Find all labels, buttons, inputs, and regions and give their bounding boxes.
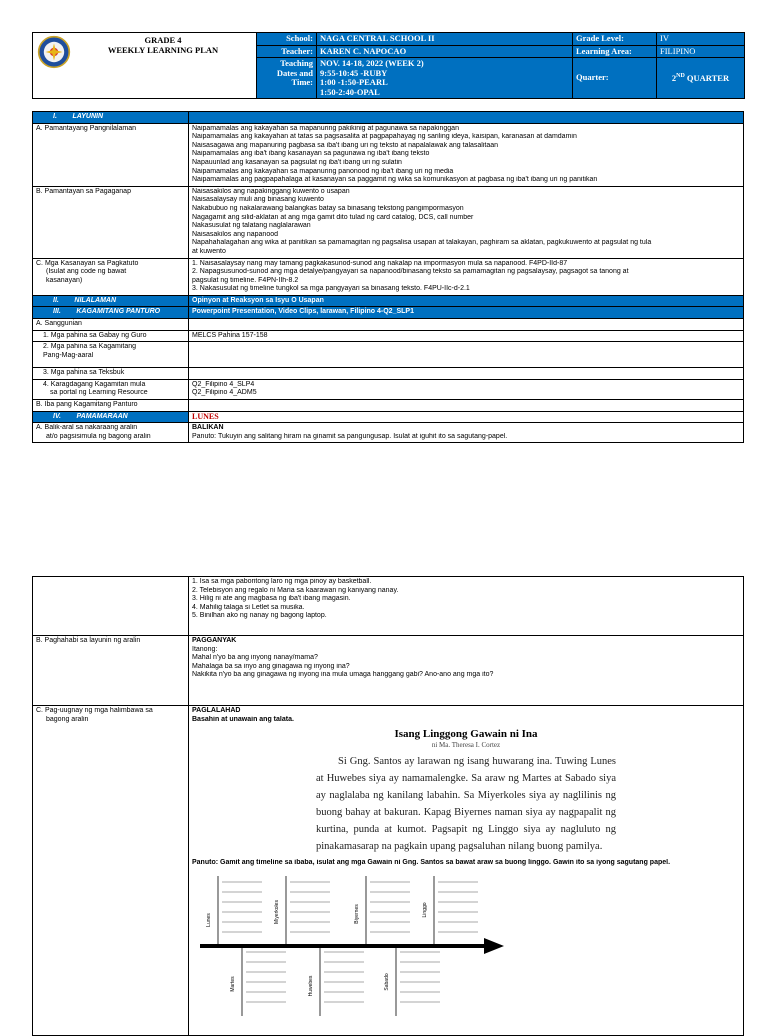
list-item: 4. Mahilig talaga si Letlet sa musika. bbox=[192, 603, 305, 611]
kagamitang-value bbox=[189, 342, 744, 368]
teacher-value: KAREN C. NAPOCAO bbox=[317, 45, 573, 58]
timeline-day-label: Huwebes bbox=[308, 975, 314, 997]
grade-level-value: IV bbox=[657, 33, 745, 46]
area-value: FILIPINO bbox=[657, 45, 745, 58]
paghahabi-value bbox=[189, 636, 744, 706]
plan-title: WEEKLY LEARNING PLAN bbox=[107, 44, 219, 55]
pagaganap-value bbox=[189, 186, 744, 258]
dates-label: Teaching Dates and Time: bbox=[257, 58, 317, 99]
quarter-value: 2ND QUARTER bbox=[657, 58, 745, 99]
text-line: Q2_Filipino 4_ADM5 bbox=[192, 389, 257, 397]
pag-uugnay-label bbox=[33, 706, 189, 1036]
text-line: PAGLALAHAD bbox=[192, 707, 241, 714]
section-title: PAMAMARAAN bbox=[76, 412, 128, 420]
timeline-diagram bbox=[200, 876, 510, 1016]
school-value: NAGA CENTRAL SCHOOL II bbox=[317, 33, 573, 46]
text-line: Q2_Filipino 4_SLP4 bbox=[192, 380, 255, 388]
kagamitang-label bbox=[33, 342, 189, 368]
section-title: LAYUNIN bbox=[72, 113, 104, 120]
teksbuk-label: 3. Mga pahina sa Teksbuk bbox=[33, 368, 189, 380]
text-line: (Isulat ang code ng bawat bbox=[46, 268, 127, 276]
area-label: Learning Area: bbox=[573, 45, 657, 58]
text-line: 1. Naisasalaysay nang may tamang pagkakasunod-sunod ang nakalap na impormasyon mula sa napanood. F4PD-IId-87 bbox=[192, 259, 568, 267]
pangnilalaman-value bbox=[189, 123, 744, 186]
balik-value bbox=[189, 423, 744, 443]
text-line: A. Balik-aral sa nakaraang aralin bbox=[36, 424, 138, 432]
text-line: Nakabubuo ng nakalarawang balangkas batay sa binasang tekstong pangimpormasyon bbox=[192, 204, 464, 212]
text-line: Mahalaga ba sa inyo ang ginagawa ng inyong ina? bbox=[192, 662, 350, 670]
story-author: ni Ma. Theresa I. Cortez bbox=[431, 740, 501, 749]
text-line: sa portal ng Learning Resource bbox=[50, 389, 148, 397]
text-line: Napahahalagahan ang wika at panitikan sa pamamagitan ng pagsalisa usapan at talakayan, paghiram sa aklatan, pagkukuwento at pagsulat ng tula bbox=[192, 239, 652, 247]
pamamaraan-heading bbox=[33, 411, 189, 423]
text-line: kasanayan) bbox=[46, 276, 83, 284]
grade-level-label: Grade Level: bbox=[573, 33, 657, 46]
paghahabi-label: B. Paghahabi sa layunin ng aralin bbox=[33, 636, 189, 706]
nilalaman-value: Opinyon at Reaksyon sa Isyu O Usapan bbox=[189, 295, 744, 307]
section-title: NILALAMAN bbox=[74, 296, 117, 304]
story-paragraph: Si Gng. Santos ay larawan ng isang huwarang ina. Tuwing Lunes at Huwebes siya ay namamalengke. Sa araw ng Martes at Sabado siya ay naglalaba ng kanilang labahin. Sa Miyerkoles siya ay naglilinis ng buong bahay at bakuran. Kapag Biyernes naman siya ay nagpapalit ng kurtina, punda at kumot. Pagsapit ng Linggo siya ay nagluluto ng pinakamasarap na pagkain upang pagsaluhan nilang buong pamilya. bbox=[316, 756, 616, 853]
text-line: Itanong: bbox=[192, 645, 218, 653]
text-line: 2. Napagsusunod-sunod ang mga detalye/pangyayari sa napanood/binasang teksto sa pamamagitan ng pagsalaysay, pagsagot sa tanong at bbox=[192, 268, 629, 276]
time-line: 1:00 -1:50-PEARL bbox=[320, 78, 388, 87]
text-line: pagsulat ng timeline. F4PN-IIh-8.2 bbox=[192, 276, 299, 284]
text-line: Naipamamalas ang pagpapahalaga at kasanayan sa paggamit ng wika sa komunikasyon at pagbasa ng iba't ibang uri ng panitikan bbox=[192, 176, 598, 184]
text-line: bagong aralin bbox=[46, 715, 89, 723]
grade-title: GRADE 4 bbox=[144, 35, 182, 45]
time-line: 9:55-10:45 -RUBY bbox=[320, 68, 388, 78]
text-line: Napauunlad ang kasanayan sa pagsulat ng iba't ibang uri ng sulatin bbox=[192, 158, 402, 166]
plan-table-continued bbox=[32, 576, 744, 1036]
text-line: Nakasusulat ng talatang naglalarawan bbox=[192, 222, 311, 230]
kagamitan-heading bbox=[33, 307, 189, 319]
pangnilalaman-label: A. Pamantayang Pangnilalaman bbox=[33, 123, 189, 186]
list-item: 2. Telebisyon ang regalo ni Maria sa kaarawan ng kaniyang nanay. bbox=[192, 586, 399, 594]
text-line: Nagagamit ang silid-aklatan at ang mga gamit dito tulad ng card catalog, DCS, call number bbox=[192, 213, 474, 221]
text-line: Basahin at unawain ang talata. bbox=[192, 715, 294, 723]
section-number: IV. bbox=[53, 412, 61, 420]
day-heading: LUNES bbox=[189, 411, 744, 423]
teksbuk-value bbox=[189, 368, 744, 380]
iba-value bbox=[189, 400, 744, 412]
balik-label bbox=[33, 423, 189, 443]
timeline-day-label: Sabado bbox=[384, 973, 390, 991]
header-title-cell bbox=[33, 33, 257, 99]
school-label: School: bbox=[257, 33, 317, 46]
deped-seal-icon bbox=[37, 35, 71, 69]
timeline-day-label: Linggo bbox=[422, 902, 428, 918]
timeline-day-label: Biyernes bbox=[354, 904, 360, 924]
teacher-label: Teacher: bbox=[257, 45, 317, 58]
text-line: Naipamamalas ang kakayahan sa mapanuring panonood ng iba't ibang uri ng media bbox=[192, 167, 454, 175]
gabay-value: MELCS Pahina 157-158 bbox=[189, 330, 744, 342]
kagamitan-value: Powerpoint Presentation, Video Clips, larawan, Filipino 4-Q2_SLP1 bbox=[189, 307, 744, 319]
text-line: Mahal n'yo ba ang inyong nanay/mama? bbox=[192, 654, 318, 662]
timeline-day-label: Lunes bbox=[206, 913, 212, 927]
plan-table bbox=[32, 111, 744, 443]
section-number: I. bbox=[53, 113, 57, 120]
text-line: PAGGANYAK bbox=[192, 637, 237, 644]
text-line: 4. Karagdagang Kagamitan mula bbox=[43, 380, 146, 388]
time-line: 1:50-2:40-OPAL bbox=[320, 87, 380, 97]
text-line: Naipamamalas ang iba't ibang kasanayan sa pagunawa ng iba't ibang teksto bbox=[192, 150, 430, 158]
layunin-blank bbox=[189, 112, 744, 124]
section-number: II. bbox=[53, 296, 59, 304]
sanggunian-label: A. Sanggunian bbox=[33, 319, 189, 331]
text-line: 3. Nakasusulat ng timeline tungkol sa mga pangyayari sa binasang teksto. F4PU-IIc-d-2.1 bbox=[192, 285, 470, 293]
text-line: at kuwento bbox=[192, 247, 226, 255]
text-line: BALIKAN bbox=[192, 424, 224, 432]
text-line: Naipamamalas ang kakayahan at tatas sa pagsasalita at pagpapahayag ng sariling ideya, kaisipan, karanasan at damdamin bbox=[192, 133, 577, 141]
text-line: Pang-Mag-aaral bbox=[43, 351, 94, 359]
iba-label: B. Iba pang Kagamitang Panturo bbox=[33, 400, 189, 412]
gabay-label: 1. Mga pahina sa Gabay ng Guro bbox=[33, 330, 189, 342]
karagdagang-label bbox=[33, 379, 189, 399]
timeline-arrow-head bbox=[484, 938, 504, 954]
panuto-text: Panuto: Gamit ang timeline sa ibaba, isulat ang mga Gawain ni Gng. Santos sa bawat araw sa buong linggo. Gawin ito sa iyong sagutang papel. bbox=[192, 859, 671, 867]
dates-line: NOV. 14-18, 2022 (WEEK 2) bbox=[320, 59, 424, 68]
text-line: Naisasakilos ang napanood bbox=[192, 230, 279, 238]
section-title: KAGAMITANG PANTURO bbox=[76, 308, 161, 316]
pag-uugnay-value bbox=[189, 706, 744, 1036]
text-line: Panuto: Tukuyin ang salitang hiram na ginamit sa pangungusap. Isulat at iguhit ito sa sagutang-papel. bbox=[192, 432, 508, 440]
list-item: 1. Isa sa mga paboritong laro ng mga pinoy ay basketball. bbox=[192, 578, 372, 585]
sanggunian-blank bbox=[189, 319, 744, 331]
section-number: III. bbox=[53, 308, 61, 316]
karagdagang-value bbox=[189, 379, 744, 399]
text-line: Naisasalaysay muli ang binasang kuwento bbox=[192, 196, 324, 204]
header-table bbox=[32, 32, 745, 99]
text-line: at/o pagsisimula ng bagong aralin bbox=[46, 432, 151, 440]
timeline-day-label: Miyerkoles bbox=[274, 900, 280, 924]
pagaganap-label: B. Pamantayan sa Pagaganap bbox=[33, 186, 189, 258]
story-title: Isang Linggong Gawain ni Ina bbox=[394, 728, 538, 741]
text-line: Naisasagawa ang mapanuring pagbasa sa iba't ibang uri ng teksto at napalalawak ang talasalitaan bbox=[192, 141, 499, 149]
text-line: Nakikita n'yo ba ang ginagawa ng inyong ina mula umaga hanggang gabi? Ano-ano ang mga ito? bbox=[192, 671, 494, 679]
balik-items bbox=[189, 577, 744, 636]
nilalaman-heading bbox=[33, 295, 189, 307]
page-one bbox=[32, 32, 744, 443]
list-item: 3. Hilig ni ate ang magbasa ng iba't ibang magasin. bbox=[192, 595, 351, 603]
page-two bbox=[32, 576, 744, 1036]
text-line: Naisasakilos ang napakinggang kuwento o usapan bbox=[192, 187, 350, 195]
list-item: 5. Binilhan ako ng nanay ng bagong laptop. bbox=[192, 612, 327, 620]
quarter-label: Quarter: bbox=[573, 58, 657, 99]
text-line: Naipamamalas ang kakayahan sa mapanuring pakikinig at pagunawa sa napakinggan bbox=[192, 124, 459, 132]
dates-value bbox=[317, 58, 573, 99]
text-line: C. Mga Kasanayan sa Pagkatuto bbox=[36, 259, 139, 267]
kasanayan-label bbox=[33, 258, 189, 295]
timeline-day-label: Martes bbox=[230, 976, 236, 992]
kasanayan-value bbox=[189, 258, 744, 295]
text-line: 2. Mga pahina sa Kagamitang bbox=[43, 343, 137, 351]
balik-continued-label bbox=[33, 577, 189, 636]
text-line: C. Pag-uugnay ng mga halimbawa sa bbox=[36, 707, 153, 714]
layunin-heading bbox=[33, 112, 189, 124]
